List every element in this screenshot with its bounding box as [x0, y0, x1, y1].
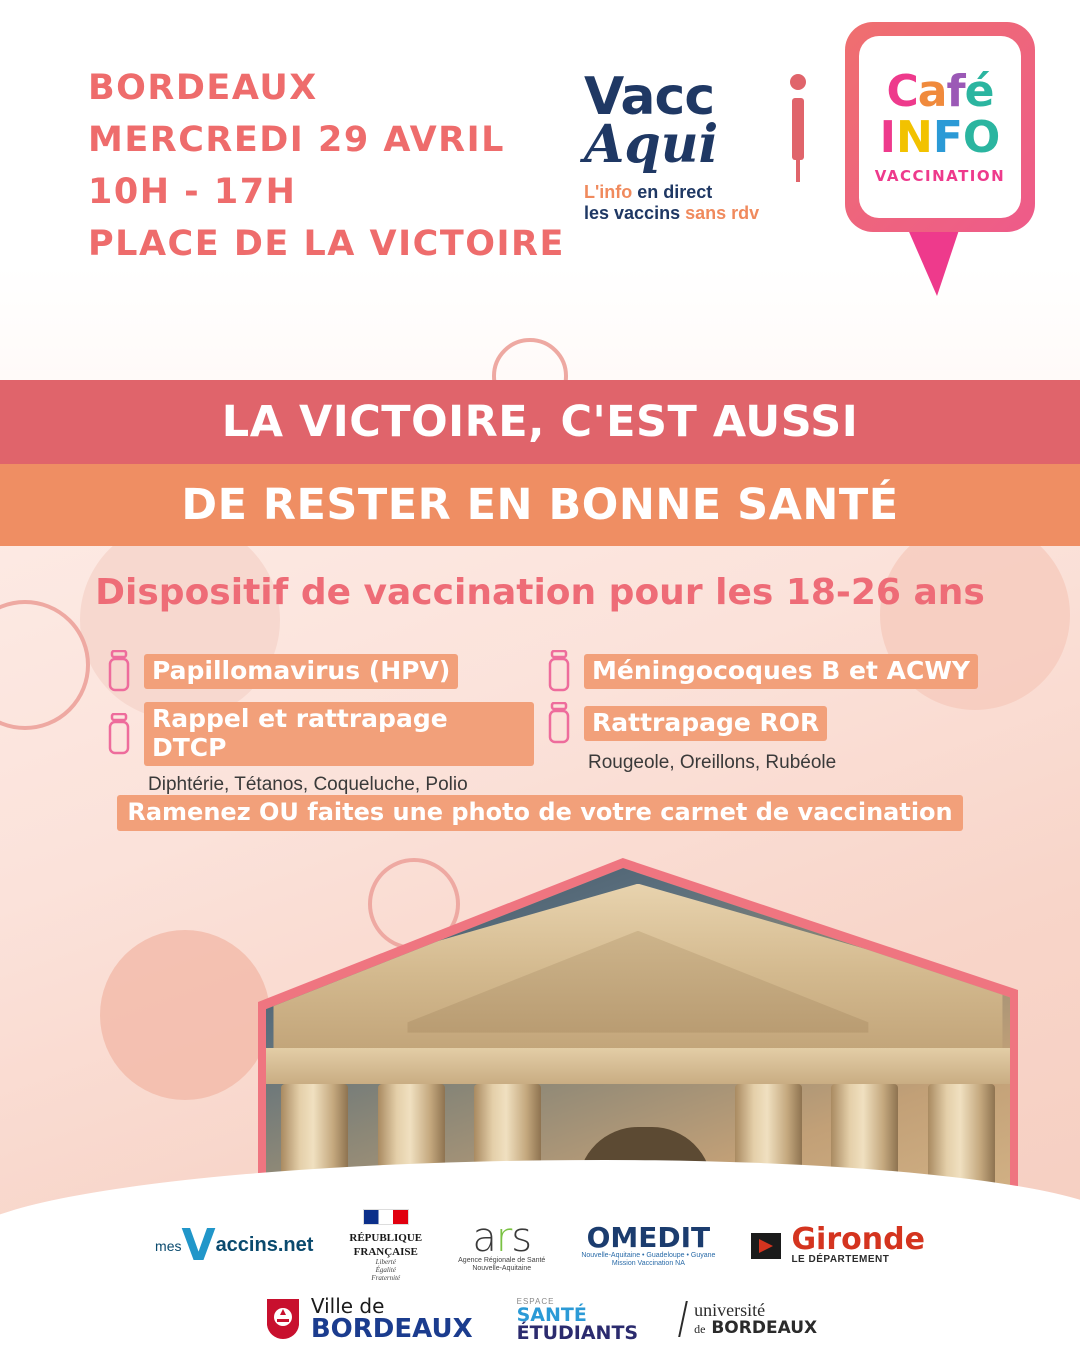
- call-to-action-text: Ramenez OU faites une photo de votre carnet de vaccination: [117, 795, 962, 831]
- vial-icon: [544, 650, 574, 692]
- rf-line2: FRANÇAISE: [353, 1246, 418, 1258]
- vaccine-label: Méningocoques B et ACWY: [584, 654, 978, 689]
- gironde-name: Gironde: [791, 1222, 925, 1257]
- logo-ars: [458, 1214, 546, 1273]
- logo-republique-francaise: [349, 1209, 422, 1282]
- rf-devise1: Liberté: [375, 1258, 396, 1266]
- bordeaux-crest-icon: [263, 1297, 303, 1341]
- ville-line1: Ville de: [310, 1294, 385, 1318]
- esse-line3: ÉTUDIANTS: [516, 1321, 639, 1344]
- ars-name: ars: [472, 1214, 532, 1261]
- mesvaccins-mes: mes: [155, 1237, 182, 1254]
- vacciaqui-word1: Vacc: [584, 67, 715, 127]
- rf-devise2: Égalité: [375, 1266, 396, 1274]
- vaccine-column-right: [544, 650, 994, 788]
- ars-sub2: Nouvelle-Aquitaine: [472, 1264, 532, 1272]
- omedit-name: OMEDIT: [586, 1220, 711, 1254]
- logo-espace-sante-etudiants: [517, 1297, 638, 1342]
- univ-line1: université: [694, 1299, 766, 1320]
- info-word: INFO: [879, 112, 1001, 163]
- univ-de: de: [694, 1321, 706, 1336]
- vacciaqui-tagline-2: [584, 203, 824, 224]
- event-details: [88, 62, 565, 270]
- partner-logos-row-1: [0, 1209, 1080, 1282]
- banner-text-2: DE RESTER EN BONNE SANTÉ: [181, 480, 899, 530]
- syringe-icon: [788, 74, 808, 184]
- logo-mesvaccins: [155, 1219, 314, 1271]
- event-date: MERCREDI 29 AVRIL: [88, 120, 505, 160]
- vaccine-label: Papillomavirus (HPV): [144, 654, 458, 689]
- tagline-endirect: en direct: [637, 182, 713, 202]
- list-item: [104, 702, 534, 766]
- event-city: BORDEAUX: [88, 68, 318, 108]
- vaccination-word: VACCINATION: [874, 167, 1006, 185]
- banner-text-1: LA VICTOIRE, C'EST AUSSI: [221, 397, 859, 447]
- vial-icon: [104, 713, 134, 755]
- monument-entablature: [266, 1048, 1010, 1083]
- tagline-linfo: L'info: [584, 182, 633, 202]
- vaccine-label: Rattrapage ROR: [584, 706, 827, 741]
- banner-line-1: [0, 380, 1080, 464]
- logo-omedit: [581, 1220, 716, 1268]
- list-item: [104, 650, 534, 692]
- logo-universite-bordeaux: [682, 1301, 817, 1338]
- vaccine-subtext: Diphtérie, Tétanos, Coqueluche, Polio: [148, 774, 468, 795]
- esse-line2: SANTÉ: [516, 1303, 587, 1326]
- decor-circle-pink-2: [100, 930, 270, 1100]
- cafe-word: Café: [886, 66, 994, 117]
- omedit-sub1: Nouvelle-Aquitaine • Guadeloupe • Guyane: [581, 1251, 716, 1259]
- vaccine-label: Rappel et rattrapage DTCP: [144, 702, 534, 766]
- univ-bordeaux: BORDEAUX: [711, 1317, 818, 1338]
- esse-line1: ESPACE: [516, 1296, 555, 1306]
- tagline-lesvaccins: les vaccins: [584, 203, 681, 223]
- vacciaqui-tagline-1: [584, 182, 824, 203]
- banner-line-2: [0, 464, 1080, 546]
- univ-line2: [694, 1319, 817, 1338]
- speech-bubble-inner: [859, 36, 1021, 218]
- mesvaccins-net: accins.net: [215, 1234, 314, 1256]
- vial-icon: [104, 650, 134, 692]
- gironde-sub: LE DÉPARTEMENT: [791, 1254, 890, 1265]
- vacciaqui-word2: Aqui: [584, 114, 719, 175]
- partner-logos-row-2: [0, 1296, 1080, 1342]
- vacciaqui-logo: [584, 67, 824, 230]
- page-subtitle: Dispositif de vaccination pour les 18-26 ans: [95, 572, 985, 613]
- event-time: 10H - 17H: [88, 172, 297, 212]
- cafe-info-logo: [845, 22, 1045, 292]
- list-item: [544, 702, 994, 744]
- mesvaccins-v-icon: V: [181, 1219, 216, 1271]
- rf-line1: RÉPUBLIQUE: [349, 1232, 423, 1244]
- french-flag-icon: [363, 1209, 409, 1225]
- list-item: [544, 650, 994, 692]
- rf-devise3: Fraternité: [371, 1274, 401, 1282]
- logo-gironde: [751, 1222, 925, 1265]
- event-place: PLACE DE LA VICTOIRE: [88, 224, 565, 264]
- vaccine-column-left: [104, 650, 534, 810]
- gironde-mark-icon: [751, 1229, 785, 1263]
- omedit-sub2: Mission Vaccination NA: [611, 1259, 685, 1267]
- vaccine-subtext: Rougeole, Oreillons, Rubéole: [588, 752, 837, 773]
- ars-sub1: Agence Régionale de Santé: [458, 1256, 546, 1264]
- logo-ville-de-bordeaux: [263, 1296, 473, 1342]
- ville-line2: BORDEAUX: [310, 1314, 473, 1344]
- call-to-action: [0, 795, 1080, 831]
- vial-icon: [544, 702, 574, 744]
- tagline-sansrdv: sans rdv: [685, 203, 760, 223]
